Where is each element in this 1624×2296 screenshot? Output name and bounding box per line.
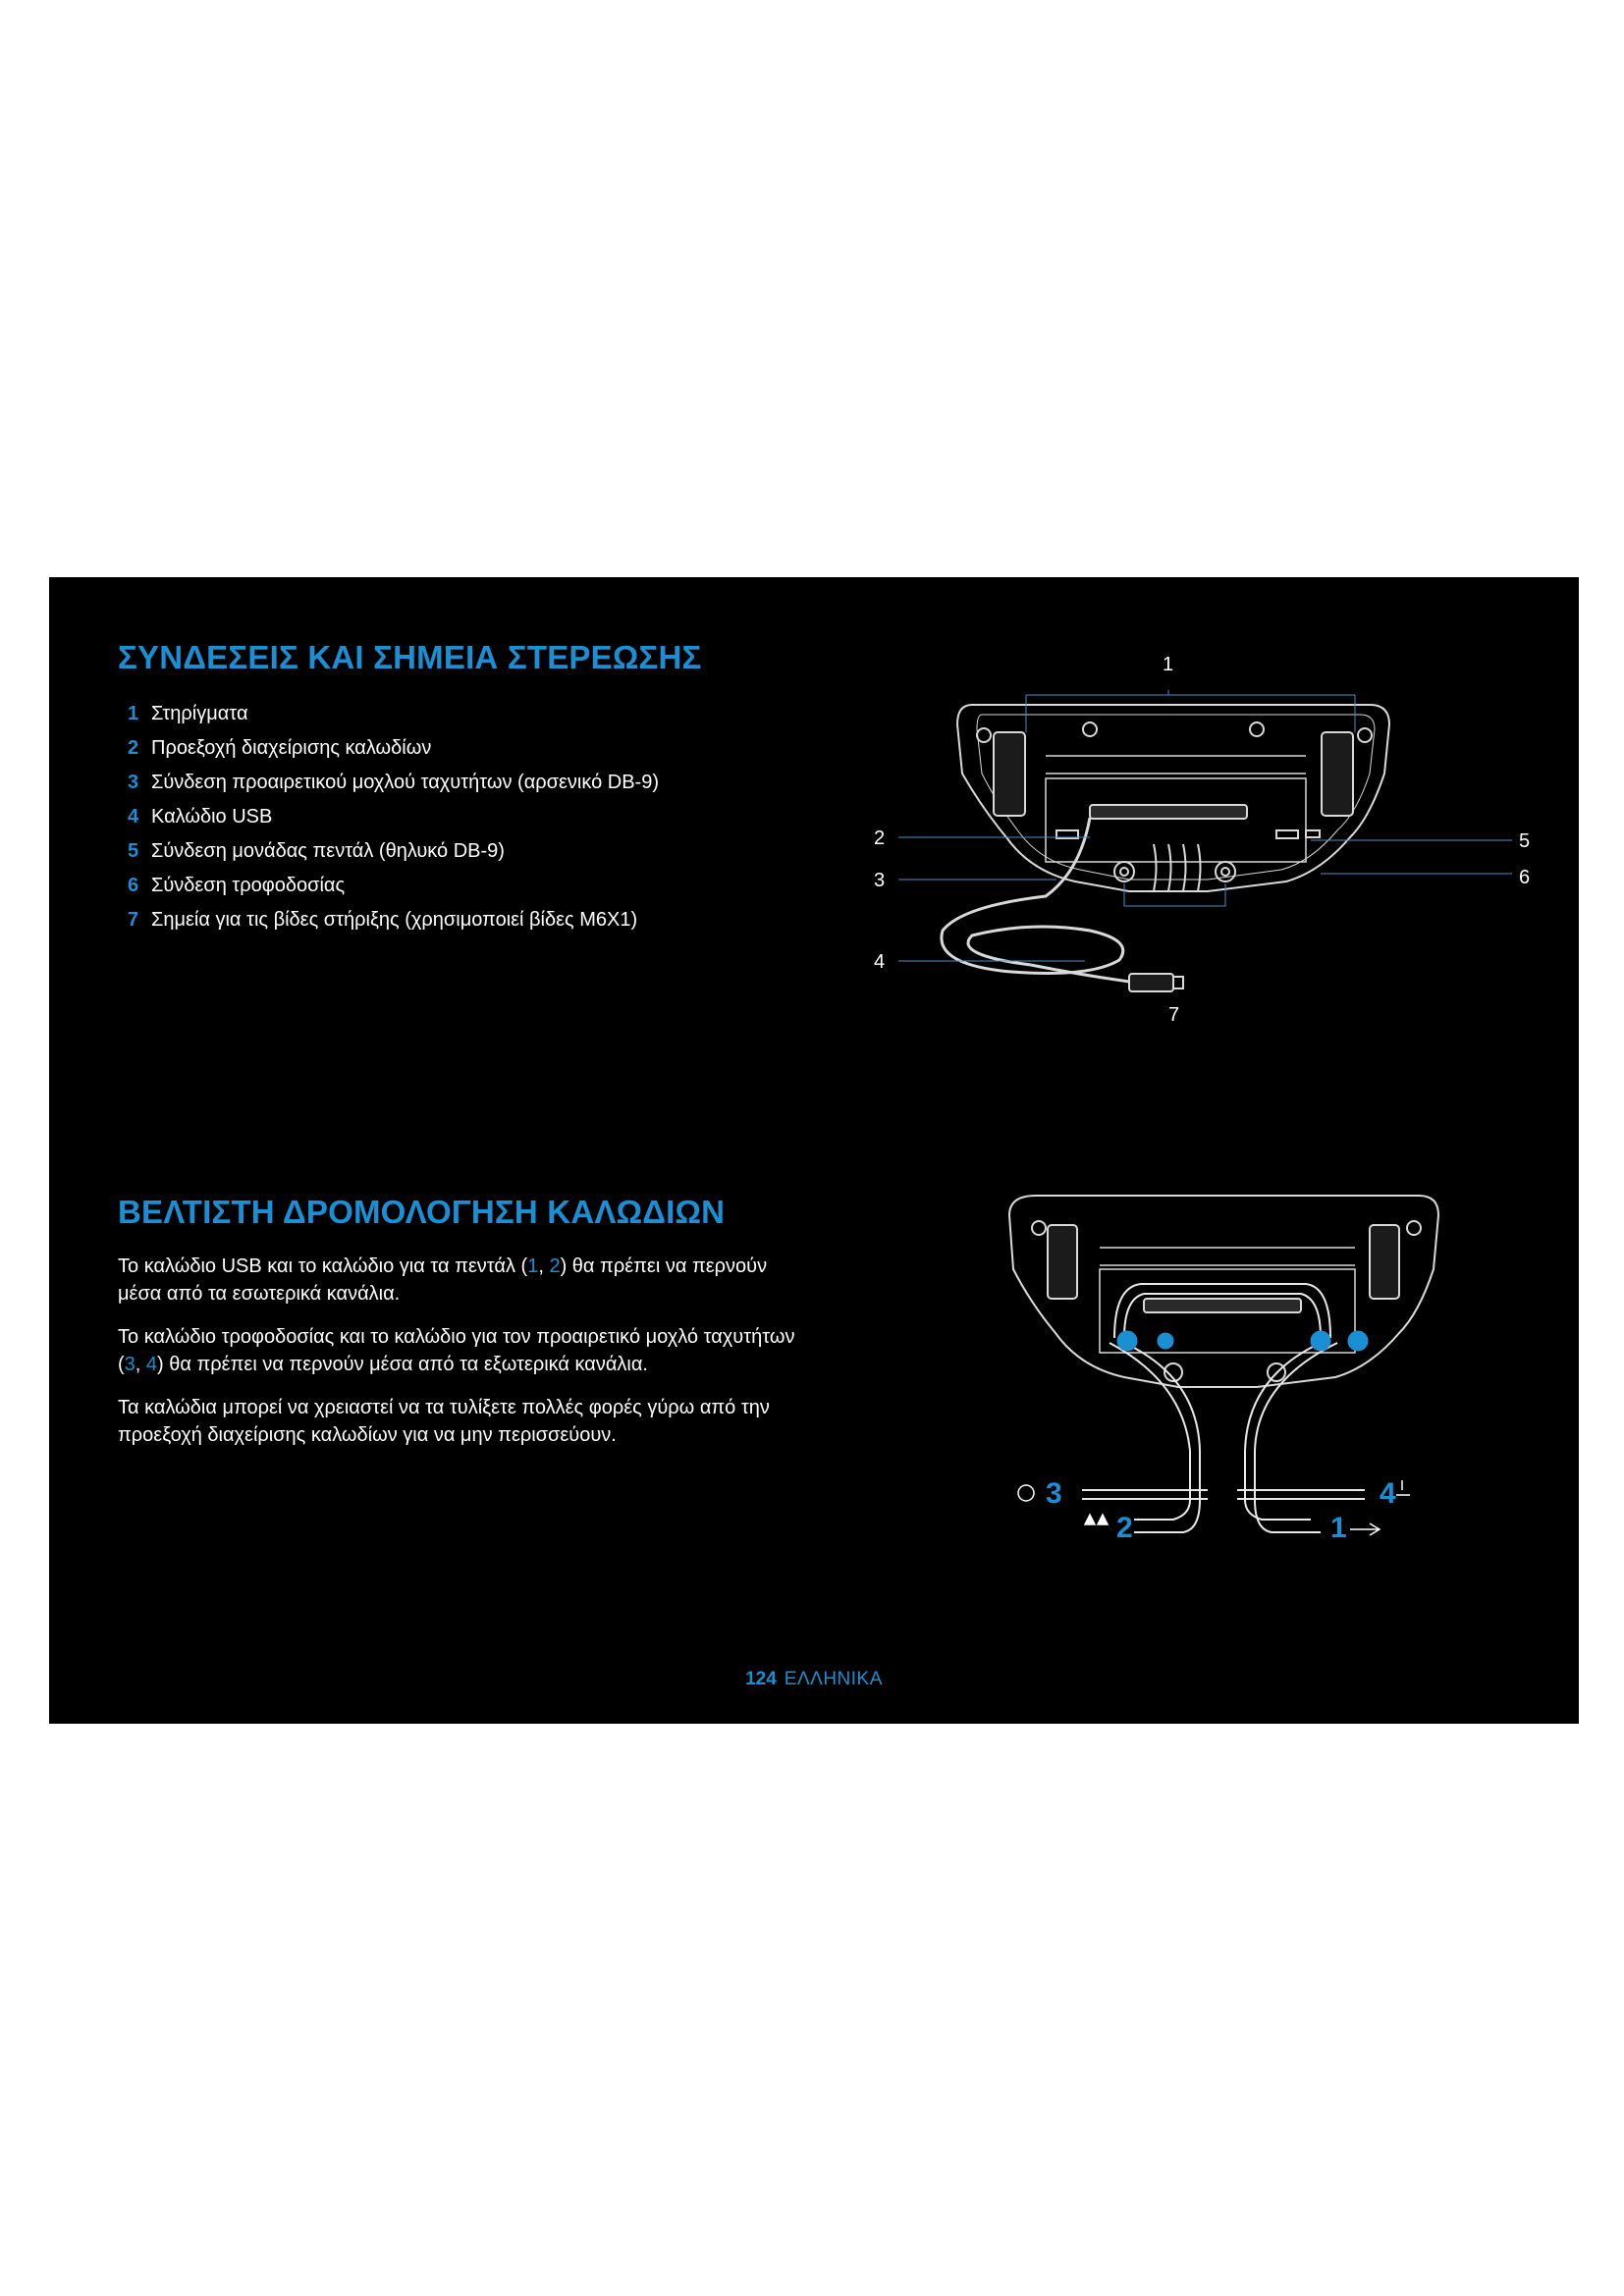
wheel-base-inner (977, 715, 1375, 880)
page-footer (49, 1669, 1579, 1690)
shifter-icon (1396, 1480, 1410, 1495)
left-clamp (1048, 1225, 1077, 1299)
legend-text: Σημεία για τις βίδες στήριξης (χρησιμοποιεί βίδες M6X1) (151, 909, 638, 931)
legend-item (128, 834, 659, 869)
cable-tab (1090, 805, 1247, 819)
mount-hole (1032, 1221, 1046, 1235)
frame-bar (1100, 1248, 1355, 1265)
section-title-cable-routing: ΒΕΛΤΙΣΤΗ ΔΡΟΜΟΛΟΓΗΣΗ ΚΑΛΩΔΙΩΝ (118, 1194, 726, 1230)
legend-item (128, 869, 659, 903)
right-clamp (1370, 1225, 1399, 1299)
paragraph-text: Το καλώδιο τροφοδοσίας και το καλώδιο για τον προαιρετικό μοχλό ταχυτήτων ( (118, 1326, 795, 1375)
legend-text: Προεξοχή διαχείρισης καλωδίων (151, 737, 432, 759)
paragraph-text: , (538, 1255, 550, 1277)
footer-language: ΕΛΛΗΝΙΚΑ (784, 1669, 883, 1689)
callout-label: 1 (1163, 654, 1174, 675)
cable-tab (1144, 1299, 1301, 1312)
legend-number: 4 (128, 806, 139, 828)
routing-paragraph (118, 1323, 805, 1378)
legend-text: Σύνδεση τροφοδοσίας (151, 875, 346, 896)
cable-route (1245, 1343, 1337, 1500)
reference-number: 2 (549, 1255, 561, 1277)
route-label: 3 (1046, 1477, 1062, 1510)
connections-legend (128, 697, 659, 937)
callout-label: 5 (1519, 830, 1531, 852)
frame-bar (1046, 756, 1306, 774)
legend-item (128, 697, 659, 731)
screw-point (1120, 868, 1128, 876)
paragraph-text: ) θα πρέπει να περνούν μέσα από τα εσωτερικά κανάλια. (118, 1255, 768, 1305)
mount-hole (1407, 1221, 1421, 1235)
legend-number: 1 (128, 703, 139, 724)
cable-route (1110, 1343, 1200, 1500)
route-label: 4 (1380, 1477, 1396, 1510)
pedal-port (1276, 830, 1298, 838)
power-icon (1018, 1485, 1034, 1501)
pedals-icon (1085, 1515, 1108, 1524)
screw-point (1216, 862, 1235, 881)
mount-hole (1083, 722, 1097, 736)
mount-hole (1358, 728, 1372, 742)
route-label: 2 (1116, 1512, 1133, 1544)
legend-text: Σύνδεση προαιρετικού μοχλού ταχυτήτων (αρσενικό DB-9) (151, 772, 660, 793)
port-marker (1158, 1333, 1173, 1349)
route-label: 1 (1330, 1512, 1347, 1544)
cable-channel (1154, 844, 1201, 891)
power-port (1306, 830, 1320, 837)
legend-text: Καλώδιο USB (151, 806, 273, 828)
reference-number: 4 (145, 1354, 158, 1375)
port-marker (1311, 1331, 1330, 1351)
cable-routing-diagram (933, 1191, 1483, 1564)
usb-plug (1129, 974, 1173, 991)
legend-item (128, 903, 659, 937)
reference-number: 3 (124, 1354, 135, 1375)
legend-item (128, 766, 659, 800)
legend-item (128, 800, 659, 834)
legend-item (128, 731, 659, 766)
callout-label: 6 (1519, 867, 1531, 888)
usb-cable (942, 818, 1123, 974)
connections-diagram (835, 616, 1581, 1088)
callout-label: 2 (874, 828, 886, 849)
legend-number: 2 (128, 737, 139, 759)
legend-number: 6 (128, 875, 139, 896)
section-title-connections: ΣΥΝΔΕΣΕΙΣ ΚΑΙ ΣΗΜΕΙΑ ΣΤΕΡΕΩΣΗΣ (118, 639, 702, 675)
callout-label: 3 (874, 870, 886, 891)
reference-number: 1 (527, 1255, 539, 1277)
legend-number: 3 (128, 772, 139, 793)
mount-hole (1250, 722, 1264, 736)
callout-label: 7 (1168, 1004, 1180, 1026)
screw-point (1221, 868, 1229, 876)
left-clamp (994, 732, 1025, 816)
routing-paragraph: Τα καλώδια μπορεί να χρειαστεί να τα τυλίξετε πολλές φορές γύρω από την προεξοχή διαχείρισης καλωδίων για να μην περισσεύουν. (118, 1397, 770, 1446)
right-clamp (1322, 732, 1353, 816)
port-marker (1117, 1331, 1137, 1351)
callout-label: 4 (874, 951, 886, 973)
legend-number: 5 (128, 840, 139, 862)
paragraph-text: ) θα πρέπει να περνούν μέσα από τα εξωτερικά κανάλια. (157, 1354, 648, 1375)
paragraph-text: Το καλώδιο USB και το καλώδιο για τα πεντάλ ( (118, 1255, 528, 1277)
mount-hole (977, 728, 991, 742)
manual-page-panel (49, 577, 1579, 1724)
port-marker (1348, 1331, 1368, 1351)
paragraph-text: , (135, 1354, 146, 1375)
legend-text: Σύνδεση μονάδας πεντάλ (θηλυκό DB-9) (151, 840, 505, 862)
routing-paragraph (118, 1253, 805, 1308)
usb-icon (1350, 1523, 1380, 1535)
frame-body (1046, 778, 1306, 862)
legend-number: 7 (128, 909, 139, 931)
page-number: 124 (745, 1669, 777, 1689)
legend-text: Στηρίγματα (151, 703, 248, 724)
